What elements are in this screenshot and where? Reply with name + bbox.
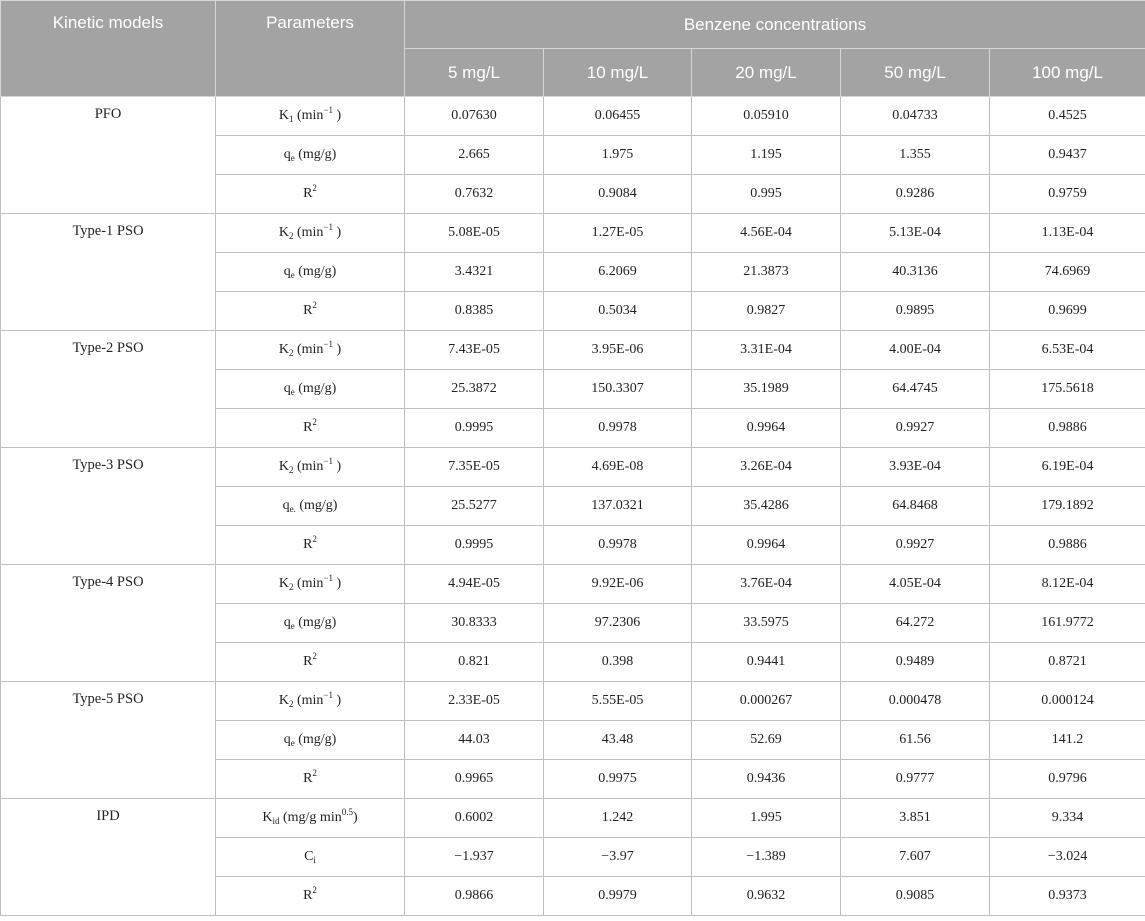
value-cell: 137.0321 xyxy=(544,487,692,526)
unit-close: ) xyxy=(332,459,342,474)
subscript: 2 xyxy=(288,465,294,475)
table-row xyxy=(1,214,1145,253)
value-cell: 141.2 xyxy=(990,721,1145,760)
value-cell: 33.5975 xyxy=(692,604,841,643)
subscript: e xyxy=(290,738,295,748)
value-cell: 21.3873 xyxy=(692,253,841,292)
value-cell: −1.937 xyxy=(405,838,544,877)
symbol-q: q xyxy=(283,615,291,630)
value-cell: 3.31E-04 xyxy=(692,331,841,370)
param-qe xyxy=(216,370,405,409)
value-cell: 1.355 xyxy=(841,136,990,175)
value-cell: 0.4525 xyxy=(990,97,1145,136)
param-qe xyxy=(216,604,405,643)
value-cell: 0.9979 xyxy=(544,877,692,916)
param-r2 xyxy=(216,175,405,214)
param-qe xyxy=(216,721,405,760)
subscript: 2 xyxy=(288,231,294,241)
value-cell: 175.5618 xyxy=(990,370,1145,409)
symbol-q: q xyxy=(283,264,291,279)
value-cell: 7.35E-05 xyxy=(405,448,544,487)
model-name-ipd: IPD xyxy=(1,799,216,916)
value-cell: 0.000267 xyxy=(692,682,841,721)
symbol-r: R xyxy=(303,888,313,903)
param-qe xyxy=(216,136,405,175)
symbol-q: q xyxy=(283,381,291,396)
param-qe xyxy=(216,253,405,292)
superscript: 2 xyxy=(312,300,317,310)
value-cell: −3.024 xyxy=(990,838,1145,877)
value-cell: 0.9964 xyxy=(692,526,841,565)
superscript: 2 xyxy=(312,534,317,544)
value-cell: 0.000478 xyxy=(841,682,990,721)
value-cell: 3.851 xyxy=(841,799,990,838)
value-cell: 40.3136 xyxy=(841,253,990,292)
value-cell: 0.04733 xyxy=(841,97,990,136)
value-cell: 4.00E-04 xyxy=(841,331,990,370)
value-cell: 1.195 xyxy=(692,136,841,175)
value-cell: 0.9286 xyxy=(841,175,990,214)
param-qe xyxy=(216,487,405,526)
unit: (min xyxy=(296,693,324,708)
value-cell: 44.03 xyxy=(405,721,544,760)
value-cell: 0.9827 xyxy=(692,292,841,331)
table-header xyxy=(1,1,1145,97)
value-cell: 3.95E-06 xyxy=(544,331,692,370)
value-cell: −1.389 xyxy=(692,838,841,877)
value-cell: 25.3872 xyxy=(405,370,544,409)
value-cell: 64.4745 xyxy=(841,370,990,409)
value-cell: 7.43E-05 xyxy=(405,331,544,370)
value-cell: 1.975 xyxy=(544,136,692,175)
symbol-r: R xyxy=(303,186,313,201)
value-cell: 3.93E-04 xyxy=(841,448,990,487)
value-cell: 0.9441 xyxy=(692,643,841,682)
unit-close: ) xyxy=(332,225,342,240)
symbol-k: K xyxy=(262,810,273,825)
param-k1 xyxy=(216,97,405,136)
unit: (min xyxy=(296,459,324,474)
value-cell: 0.6002 xyxy=(405,799,544,838)
param-k2 xyxy=(216,565,405,604)
superscript: 2 xyxy=(312,183,317,193)
model-name-type5-pso: Type-5 PSO xyxy=(1,682,216,799)
value-cell: 1.13E-04 xyxy=(990,214,1145,253)
value-cell: 30.8333 xyxy=(405,604,544,643)
unit-close: ) xyxy=(332,693,342,708)
subscript: e xyxy=(290,621,295,631)
value-cell: 0.9436 xyxy=(692,760,841,799)
value-cell: 9.92E-06 xyxy=(544,565,692,604)
table-row xyxy=(1,799,1145,838)
value-cell: 0.9759 xyxy=(990,175,1145,214)
symbol-r: R xyxy=(303,420,313,435)
subscript: 2 xyxy=(288,699,294,709)
header-parameters: Parameters xyxy=(216,1,405,97)
superscript: −1 xyxy=(323,573,333,583)
value-cell: 2.665 xyxy=(405,136,544,175)
symbol-k: K xyxy=(278,693,289,708)
value-cell: 1.27E-05 xyxy=(544,214,692,253)
value-cell: 1.995 xyxy=(692,799,841,838)
header-conc-5: 5 mg/L xyxy=(405,49,544,97)
value-cell: 150.3307 xyxy=(544,370,692,409)
superscript: −1 xyxy=(323,456,333,466)
superscript: 2 xyxy=(312,768,317,778)
value-cell: 0.06455 xyxy=(544,97,692,136)
value-cell: 5.08E-05 xyxy=(405,214,544,253)
subscript: e xyxy=(290,270,295,280)
value-cell: 0.07630 xyxy=(405,97,544,136)
subscript: e xyxy=(290,153,295,163)
value-cell: 5.13E-04 xyxy=(841,214,990,253)
model-name-type2-pso: Type-2 PSO xyxy=(1,331,216,448)
value-cell: 0.9632 xyxy=(692,877,841,916)
value-cell: 179.1892 xyxy=(990,487,1145,526)
superscript: 0.5 xyxy=(341,807,353,817)
value-cell: 0.9777 xyxy=(841,760,990,799)
symbol-q: q xyxy=(283,732,291,747)
unit: (mg/g) xyxy=(294,732,337,747)
value-cell: 0.9489 xyxy=(841,643,990,682)
symbol-c: C xyxy=(304,849,314,864)
header-conc-20: 20 mg/L xyxy=(692,49,841,97)
subscript: 1 xyxy=(288,114,294,124)
unit: (mg/g) xyxy=(294,381,337,396)
value-cell: 2.33E-05 xyxy=(405,682,544,721)
value-cell: 6.19E-04 xyxy=(990,448,1145,487)
value-cell: 64.272 xyxy=(841,604,990,643)
value-cell: 0.7632 xyxy=(405,175,544,214)
value-cell: 3.26E-04 xyxy=(692,448,841,487)
value-cell: 0.9965 xyxy=(405,760,544,799)
table-row xyxy=(1,331,1145,370)
unit: (mg/g min xyxy=(279,810,342,825)
unit: (min xyxy=(296,108,324,123)
value-cell: 0.9699 xyxy=(990,292,1145,331)
value-cell: 0.9437 xyxy=(990,136,1145,175)
value-cell: 35.4286 xyxy=(692,487,841,526)
value-cell: 6.53E-04 xyxy=(990,331,1145,370)
param-r2 xyxy=(216,760,405,799)
value-cell: 0.995 xyxy=(692,175,841,214)
value-cell: 9.334 xyxy=(990,799,1145,838)
header-conc-50: 50 mg/L xyxy=(841,49,990,97)
value-cell: 74.6969 xyxy=(990,253,1145,292)
value-cell: 0.9978 xyxy=(544,409,692,448)
unit-close: ) xyxy=(332,108,342,123)
symbol-r: R xyxy=(303,771,313,786)
param-kid xyxy=(216,799,405,838)
table-body xyxy=(1,97,1145,916)
subscript: e xyxy=(290,387,295,397)
value-cell: 0.9927 xyxy=(841,526,990,565)
table-row xyxy=(1,682,1145,721)
value-cell: 0.398 xyxy=(544,643,692,682)
value-cell: 0.8721 xyxy=(990,643,1145,682)
table-row xyxy=(1,448,1145,487)
param-r2 xyxy=(216,877,405,916)
superscript: −1 xyxy=(323,339,333,349)
param-k2 xyxy=(216,448,405,487)
value-cell: 0.9978 xyxy=(544,526,692,565)
symbol-q: q xyxy=(282,498,290,513)
value-cell: 0.9927 xyxy=(841,409,990,448)
superscript: −1 xyxy=(323,222,333,232)
unit: (mg/g) xyxy=(294,264,337,279)
superscript: 2 xyxy=(312,651,317,661)
symbol-r: R xyxy=(303,537,313,552)
subscript: 2 xyxy=(288,348,294,358)
param-r2 xyxy=(216,292,405,331)
value-cell: 8.12E-04 xyxy=(990,565,1145,604)
value-cell: 0.9085 xyxy=(841,877,990,916)
param-r2 xyxy=(216,526,405,565)
value-cell: 4.69E-08 xyxy=(544,448,692,487)
table-row xyxy=(1,97,1145,136)
value-cell: 0.9964 xyxy=(692,409,841,448)
param-k2 xyxy=(216,214,405,253)
superscript: 2 xyxy=(312,885,317,895)
param-k2 xyxy=(216,682,405,721)
superscript: −1 xyxy=(323,105,333,115)
symbol-k: K xyxy=(278,342,289,357)
value-cell: 7.607 xyxy=(841,838,990,877)
value-cell: 1.242 xyxy=(544,799,692,838)
header-benzene-concentrations: Benzene concentrations xyxy=(405,1,1145,49)
value-cell: 0.821 xyxy=(405,643,544,682)
value-cell: 0.9886 xyxy=(990,526,1145,565)
value-cell: 3.4321 xyxy=(405,253,544,292)
value-cell: 43.48 xyxy=(544,721,692,760)
unit: (mg/g) xyxy=(294,147,337,162)
value-cell: 4.05E-04 xyxy=(841,565,990,604)
symbol-k: K xyxy=(278,459,289,474)
symbol-k: K xyxy=(278,225,289,240)
unit: (mg/g) xyxy=(295,498,338,513)
param-k2 xyxy=(216,331,405,370)
value-cell: 61.56 xyxy=(841,721,990,760)
table-row xyxy=(1,565,1145,604)
header-conc-100: 100 mg/L xyxy=(990,49,1145,97)
value-cell: 0.9373 xyxy=(990,877,1145,916)
symbol-k: K xyxy=(278,576,289,591)
unit-close: ) xyxy=(332,576,342,591)
value-cell: 64.8468 xyxy=(841,487,990,526)
unit-close: ) xyxy=(332,342,342,357)
model-name-type4-pso: Type-4 PSO xyxy=(1,565,216,682)
value-cell: 3.76E-04 xyxy=(692,565,841,604)
value-cell: 0.9886 xyxy=(990,409,1145,448)
value-cell: 0.000124 xyxy=(990,682,1145,721)
value-cell: 35.1989 xyxy=(692,370,841,409)
value-cell: 6.2069 xyxy=(544,253,692,292)
value-cell: 97.2306 xyxy=(544,604,692,643)
value-cell: 5.55E-05 xyxy=(544,682,692,721)
value-cell: 0.5034 xyxy=(544,292,692,331)
model-name-type1-pso: Type-1 PSO xyxy=(1,214,216,331)
unit: (min xyxy=(296,576,324,591)
value-cell: 4.94E-05 xyxy=(405,565,544,604)
value-cell: 0.9975 xyxy=(544,760,692,799)
header-conc-10: 10 mg/L xyxy=(544,49,692,97)
value-cell: 0.9796 xyxy=(990,760,1145,799)
superscript: 2 xyxy=(312,417,317,427)
value-cell: 0.9995 xyxy=(405,409,544,448)
superscript: −1 xyxy=(323,690,333,700)
value-cell: 0.9084 xyxy=(544,175,692,214)
value-cell: 0.9866 xyxy=(405,877,544,916)
header-kinetic-models: Kinetic models xyxy=(1,1,216,97)
value-cell: 0.8385 xyxy=(405,292,544,331)
unit-close: ) xyxy=(352,810,358,825)
subscript: 2 xyxy=(288,582,294,592)
value-cell: 0.9995 xyxy=(405,526,544,565)
subscript: i xyxy=(313,855,316,865)
symbol-k: K xyxy=(278,108,289,123)
symbol-q: q xyxy=(283,147,291,162)
param-r2 xyxy=(216,643,405,682)
value-cell: 4.56E-04 xyxy=(692,214,841,253)
value-cell: −3.97 xyxy=(544,838,692,877)
subscript: id xyxy=(272,816,280,826)
subscript: e. xyxy=(289,504,296,514)
value-cell: 25.5277 xyxy=(405,487,544,526)
value-cell: 0.9895 xyxy=(841,292,990,331)
unit: (min xyxy=(296,225,324,240)
value-cell: 161.9772 xyxy=(990,604,1145,643)
value-cell: 52.69 xyxy=(692,721,841,760)
model-name-type3-pso: Type-3 PSO xyxy=(1,448,216,565)
unit: (mg/g) xyxy=(294,615,337,630)
symbol-r: R xyxy=(303,303,313,318)
unit: (min xyxy=(296,342,324,357)
symbol-r: R xyxy=(303,654,313,669)
value-cell: 0.05910 xyxy=(692,97,841,136)
param-r2 xyxy=(216,409,405,448)
param-ci xyxy=(216,838,405,877)
model-name-pfo: PFO xyxy=(1,97,216,214)
